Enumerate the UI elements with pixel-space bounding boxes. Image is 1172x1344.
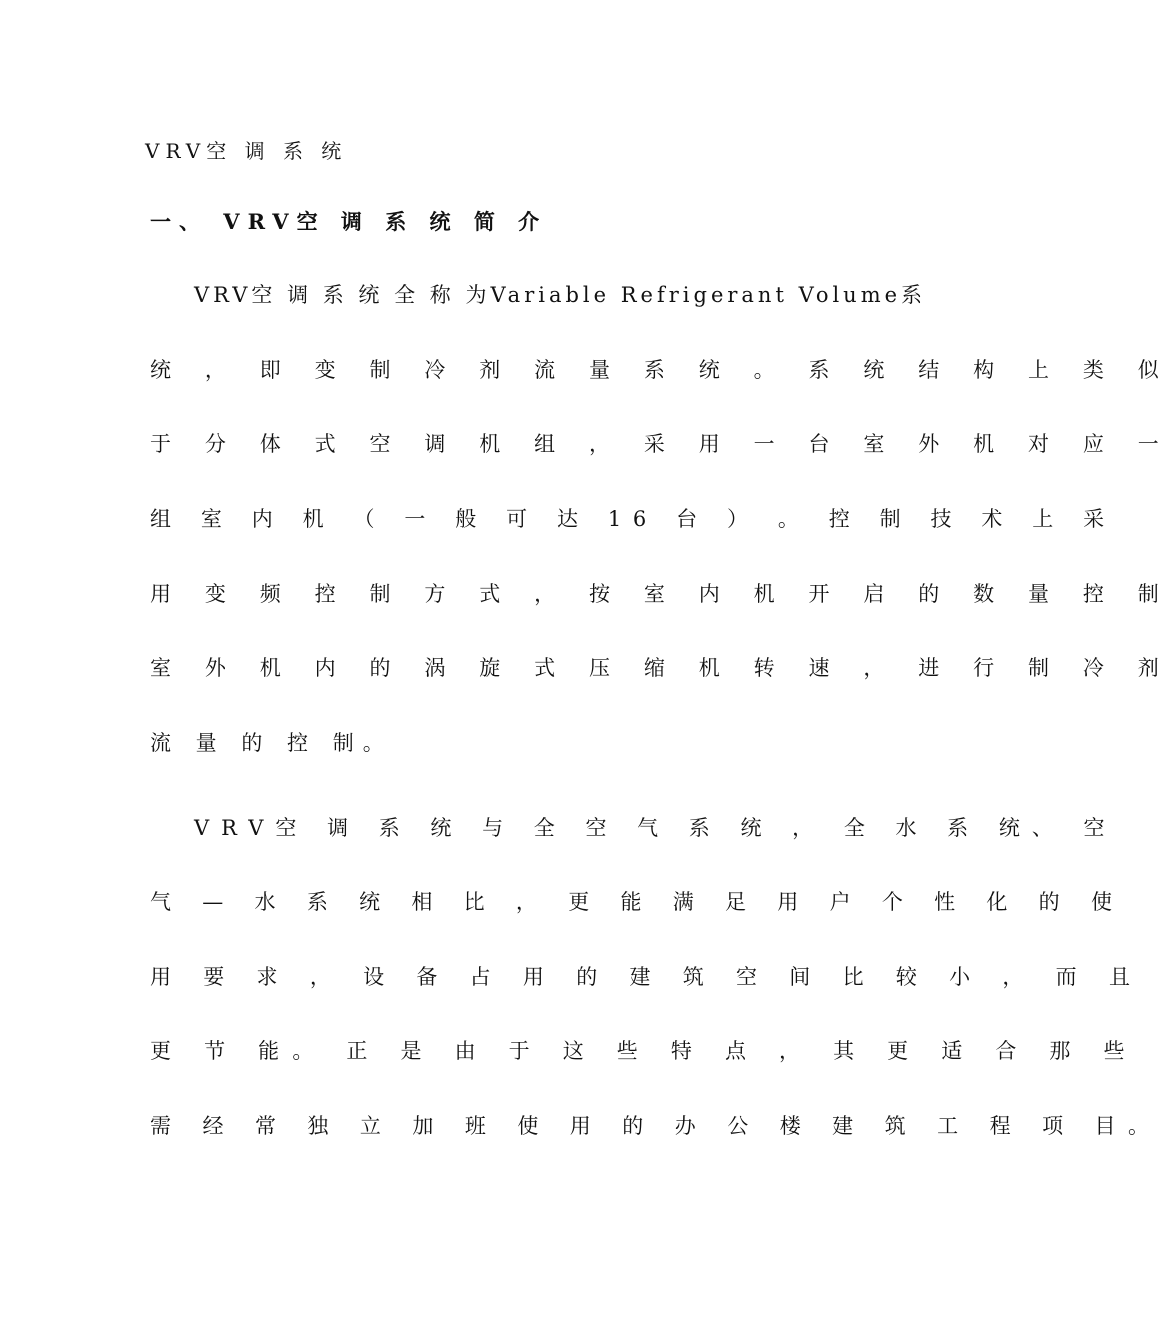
paragraph2-line2: 气 — 水 系 统 相 比 ， 更 能 满 足 用 户 个 性 化 的 使 <box>150 890 1125 914</box>
paragraph1-line1: VRV空 调 系 统 全 称 为Variable Refrigerant Volume系 <box>194 283 927 307</box>
paragraph1-line3: 于 分 体 式 空 调 机 组 ， 采 用 一 台 室 外 机 对 应 一 <box>150 432 1172 456</box>
paragraph1-line2: 统 ， 即 变 制 冷 剂 流 量 系 统 。 系 统 结 构 上 类 似 <box>150 358 1172 382</box>
paragraph1-line6: 室 外 机 内 的 涡 旋 式 压 缩 机 转 速 ， 进 行 制 冷 剂 <box>150 656 1172 680</box>
paragraph2-line5: 需 经 常 独 立 加 班 使 用 的 办 公 楼 建 筑 工 程 项 目。 <box>150 1114 1162 1138</box>
paragraph1-line7: 流 量 的 控 制。 <box>150 731 393 755</box>
paragraph1-line5: 用 变 频 控 制 方 式 ， 按 室 内 机 开 启 的 数 量 控 制 <box>150 582 1172 606</box>
section-heading: 一、 VRV空 调 系 统 简 介 <box>150 209 548 234</box>
document-title: VRV空 调 系 统 <box>145 139 348 163</box>
paragraph2-line1: VRV空 调 系 统 与 全 空 气 系 统 ， 全 水 系 统、 空 <box>194 816 1117 840</box>
paragraph2-line4: 更 节 能。 正 是 由 于 这 些 特 点 ， 其 更 适 合 那 些 <box>150 1039 1138 1063</box>
paragraph1-line4: 组 室 内 机 （ 一 般 可 达 16 台 ） 。 控 制 技 术 上 采 <box>150 507 1116 531</box>
paragraph2-line3: 用 要 求 ， 设 备 占 用 的 建 筑 空 间 比 较 小 ， 而 且 <box>150 965 1143 989</box>
